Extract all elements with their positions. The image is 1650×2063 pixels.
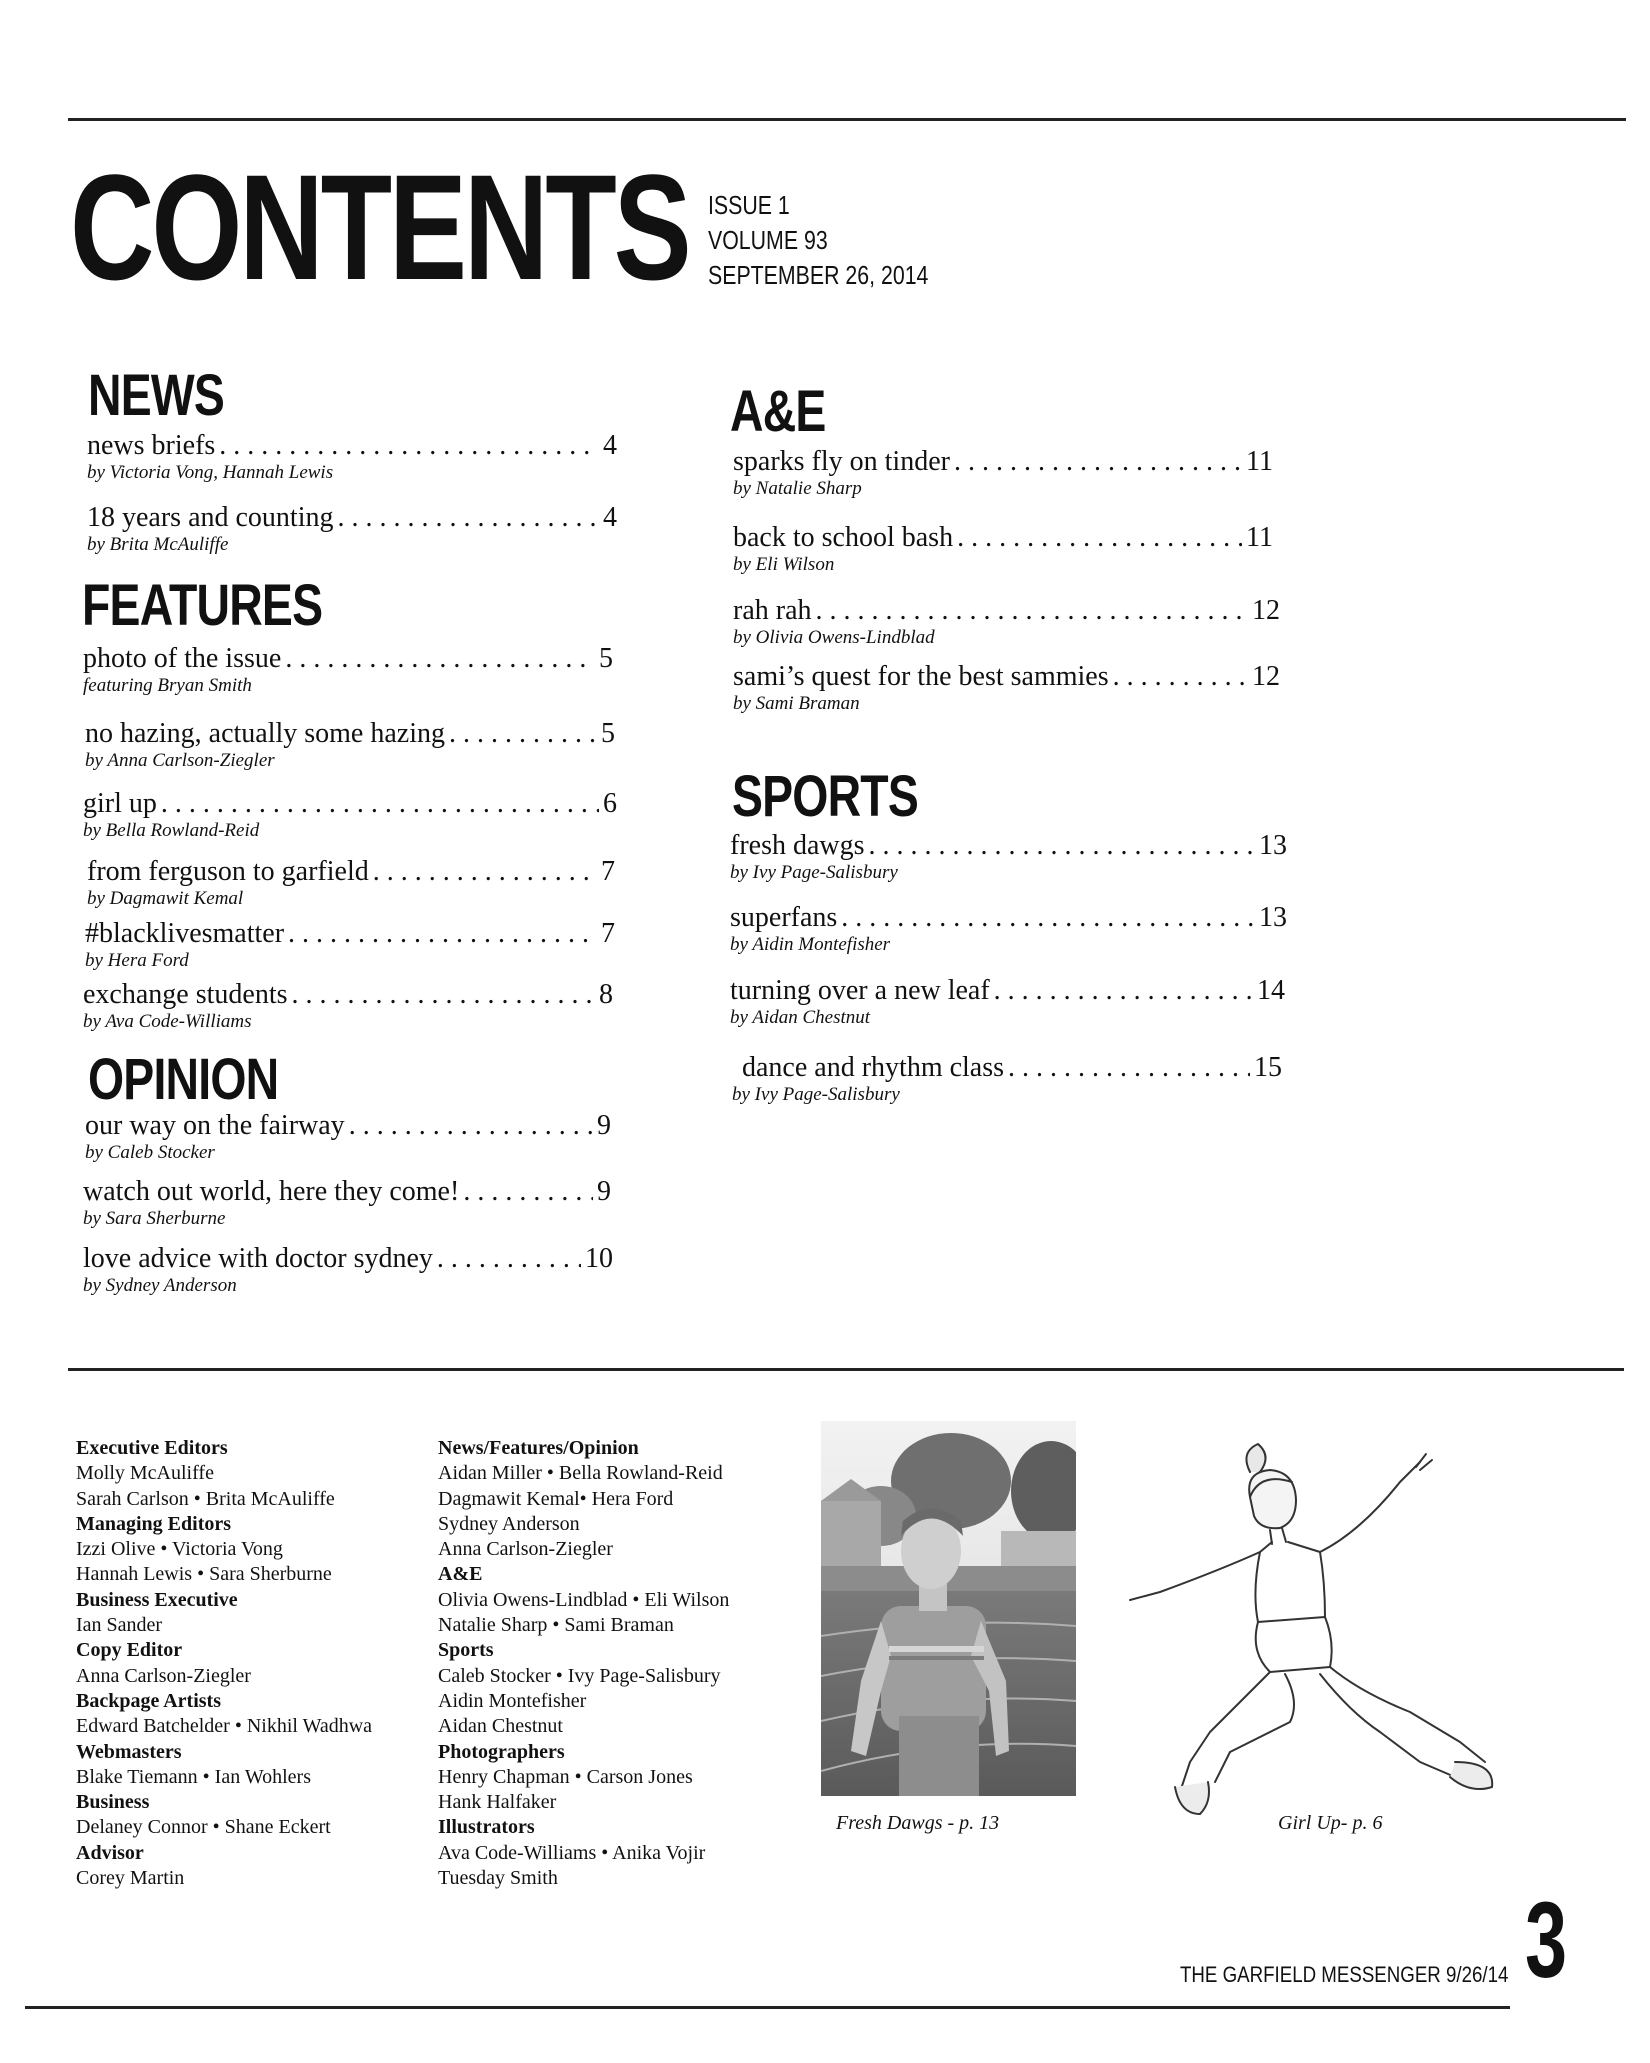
staff-role: Webmasters: [76, 1740, 182, 1763]
entry-byline: by Natalie Sharp: [733, 478, 862, 499]
entry-byline: by Sami Braman: [733, 693, 860, 714]
entry-page: 4: [603, 430, 617, 461]
entry-title: #blacklivesmatter: [85, 918, 285, 949]
entry-title: sparks fly on tinder: [733, 446, 950, 477]
staff-role: Illustrators: [438, 1816, 535, 1839]
entry-byline: by Brita McAuliffe: [87, 534, 229, 555]
entry-byline: by Ivy Page-Salisbury: [730, 862, 898, 883]
entry-page: 9: [597, 1110, 611, 1141]
toc-entry[interactable]: [733, 661, 1280, 715]
entry-page: 15: [1254, 1052, 1282, 1083]
entry-page: 7: [601, 918, 615, 949]
page-number: 3: [1525, 1879, 1568, 2000]
entry-byline: by Sara Sherburne: [83, 1208, 226, 1229]
entry-page: 5: [601, 718, 615, 749]
entry-title: sami’s quest for the best sammies: [733, 661, 1109, 692]
entry-byline: by Eli Wilson: [733, 554, 835, 575]
entry-byline: by Ava Code-Williams: [83, 1011, 252, 1032]
entry-byline: by Aidin Montefisher: [730, 934, 891, 955]
staff-role: Backpage Artists: [76, 1689, 221, 1712]
staff-role: Business Executive: [76, 1588, 238, 1611]
entry-title: rah rah: [733, 595, 812, 626]
staff-names: Hank Halfaker: [438, 1791, 557, 1814]
toc-entry[interactable]: [730, 975, 1285, 1029]
entry-page: 12: [1252, 595, 1280, 626]
photo-caption: Fresh Dawgs - p. 13: [836, 1812, 1000, 1834]
toc-entry[interactable]: [87, 502, 617, 556]
entry-title: watch out world, here they come!: [83, 1176, 460, 1207]
entry-byline: by Bella Rowland-Reid: [83, 820, 260, 841]
staff-names: Dagmawit Kemal• Hera Ford: [438, 1487, 674, 1510]
girl-up-illustration: [1120, 1442, 1500, 1822]
staff-names: Natalie Sharp • Sami Braman: [438, 1614, 674, 1637]
entry-page: 8: [599, 979, 613, 1010]
entry-byline: by Ivy Page-Salisbury: [732, 1084, 900, 1105]
toc-entry[interactable]: [733, 595, 1280, 649]
entry-title: superfans: [730, 902, 838, 933]
volume-number: VOLUME 93: [708, 225, 828, 255]
staff-names: Izzi Olive • Victoria Vong: [76, 1538, 283, 1561]
staff-role: Business: [76, 1791, 150, 1814]
staff-list-left: [76, 1436, 372, 1891]
staff-names: Molly McAuliffe: [76, 1462, 214, 1485]
staff-list-right: [438, 1436, 729, 1891]
entry-title: no hazing, actually some hazing: [85, 718, 445, 749]
entry-title: turning over a new leaf: [730, 975, 990, 1006]
staff-role: News/Features/Opinion: [438, 1437, 639, 1459]
entry-page: 7: [601, 856, 615, 887]
entry-byline: by Hera Ford: [85, 950, 189, 971]
toc-entry[interactable]: [730, 902, 1287, 956]
entry-byline: by Anna Carlson-Ziegler: [85, 750, 275, 771]
entry-byline: by Victoria Vong, Hannah Lewis: [87, 462, 334, 483]
toc-entry[interactable]: [85, 1110, 611, 1164]
staff-names: Aidan Miller • Bella Rowland-Reid: [438, 1462, 723, 1485]
toc-entry[interactable]: [733, 446, 1273, 500]
toc-entry[interactable]: [87, 856, 615, 910]
staff-names: Sydney Anderson: [438, 1512, 580, 1535]
toc-entry[interactable]: [83, 643, 613, 697]
entry-title: love advice with doctor sydney: [83, 1243, 433, 1274]
staff-role: Sports: [438, 1639, 494, 1662]
bottom-rule: [25, 2006, 1510, 2009]
entry-title: 18 years and counting: [87, 502, 334, 533]
staff-names: Sarah Carlson • Brita McAuliffe: [76, 1487, 335, 1510]
staff-names: Edward Batchelder • Nikhil Wadhwa: [76, 1715, 373, 1738]
section-heading-news: NEWS: [88, 363, 224, 428]
staff-names: Ian Sander: [76, 1614, 163, 1637]
section-heading-sports: SPORTS: [732, 764, 918, 829]
staff-role: Managing Editors: [76, 1512, 232, 1535]
toc-entry[interactable]: [732, 1052, 1282, 1106]
toc-entry[interactable]: [83, 1243, 613, 1297]
entry-page: 13: [1259, 830, 1287, 861]
staff-names: Henry Chapman • Carson Jones: [438, 1765, 693, 1788]
staff-names: Delaney Connor • Shane Eckert: [76, 1816, 331, 1839]
staff-role: A&E: [438, 1563, 483, 1586]
entry-byline: featuring Bryan Smith: [83, 675, 252, 696]
toc-entry[interactable]: [733, 522, 1273, 576]
entry-title: photo of the issue: [83, 643, 282, 674]
staff-names: Anna Carlson-Ziegler: [76, 1664, 251, 1687]
staff-names: Olivia Owens-Lindblad • Eli Wilson: [438, 1588, 730, 1611]
issue-info: [708, 188, 928, 293]
staff-names: Anna Carlson-Ziegler: [438, 1538, 613, 1561]
section-heading-opinion: OPINION: [88, 1047, 279, 1112]
entry-page: 11: [1246, 522, 1273, 553]
entry-title: from ferguson to garfield: [87, 856, 369, 887]
toc-entry[interactable]: [87, 430, 617, 484]
entry-title: girl up: [83, 788, 157, 819]
entry-byline: by Caleb Stocker: [85, 1142, 215, 1163]
entry-page: 9: [597, 1176, 611, 1207]
middle-rule: [68, 1368, 1624, 1371]
entry-title: fresh dawgs: [730, 830, 865, 861]
entry-page: 4: [603, 502, 617, 533]
issue-number: ISSUE 1: [708, 190, 790, 220]
staff-names: Aidin Montefisher: [438, 1689, 587, 1712]
toc-entry[interactable]: [730, 830, 1287, 884]
toc-entry[interactable]: [83, 1176, 611, 1230]
entry-page: 6: [603, 788, 617, 819]
entry-page: 13: [1259, 902, 1287, 933]
entry-byline: by Sydney Anderson: [83, 1275, 237, 1296]
entry-title: back to school bash: [733, 522, 954, 553]
staff-names: Hannah Lewis • Sara Sherburne: [76, 1563, 332, 1586]
staff-names: Aidan Chestnut: [438, 1715, 563, 1738]
toc-entry[interactable]: [85, 918, 615, 972]
illustration-caption: Girl Up- p. 6: [1278, 1812, 1383, 1834]
entry-page: 11: [1246, 446, 1273, 477]
entry-title: our way on the fairway: [85, 1110, 345, 1141]
staff-role: Photographers: [438, 1740, 565, 1763]
staff-names: Tuesday Smith: [438, 1867, 558, 1890]
staff-names: Caleb Stocker • Ivy Page-Salisbury: [438, 1664, 721, 1687]
toc-entry[interactable]: [83, 788, 617, 842]
entry-byline: by Olivia Owens-Lindblad: [733, 627, 935, 648]
staff-names: Ava Code-Williams • Anika Vojir: [438, 1841, 706, 1864]
entry-page: 5: [599, 643, 613, 674]
section-heading-ae: A&E: [730, 379, 826, 444]
entry-page: 12: [1252, 661, 1280, 692]
footer-publication: THE GARFIELD MESSENGER 9/26/14: [1180, 1962, 1509, 1987]
section-heading-features: FEATURES: [82, 573, 323, 638]
runner-photo: [821, 1421, 1076, 1796]
staff-names: Blake Tiemann • Ian Wohlers: [76, 1765, 311, 1788]
toc-entry[interactable]: [85, 718, 615, 772]
entry-title: exchange students: [83, 979, 288, 1010]
staff-names: Corey Martin: [76, 1867, 185, 1890]
entry-page: 10: [585, 1243, 613, 1274]
entry-title: news briefs: [87, 430, 216, 461]
page-title: CONTENTS: [70, 143, 689, 311]
top-rule: [68, 118, 1626, 121]
toc-entry[interactable]: [83, 979, 613, 1033]
entry-byline: by Aidan Chestnut: [730, 1007, 871, 1028]
staff-role: Copy Editor: [76, 1639, 183, 1662]
issue-date: SEPTEMBER 26, 2014: [708, 260, 929, 290]
entry-byline: by Dagmawit Kemal: [87, 888, 244, 909]
entry-title: dance and rhythm class: [742, 1052, 1005, 1083]
entry-page: 14: [1257, 975, 1285, 1006]
staff-role: Executive Editors: [76, 1437, 228, 1459]
staff-role: Advisor: [76, 1841, 144, 1864]
